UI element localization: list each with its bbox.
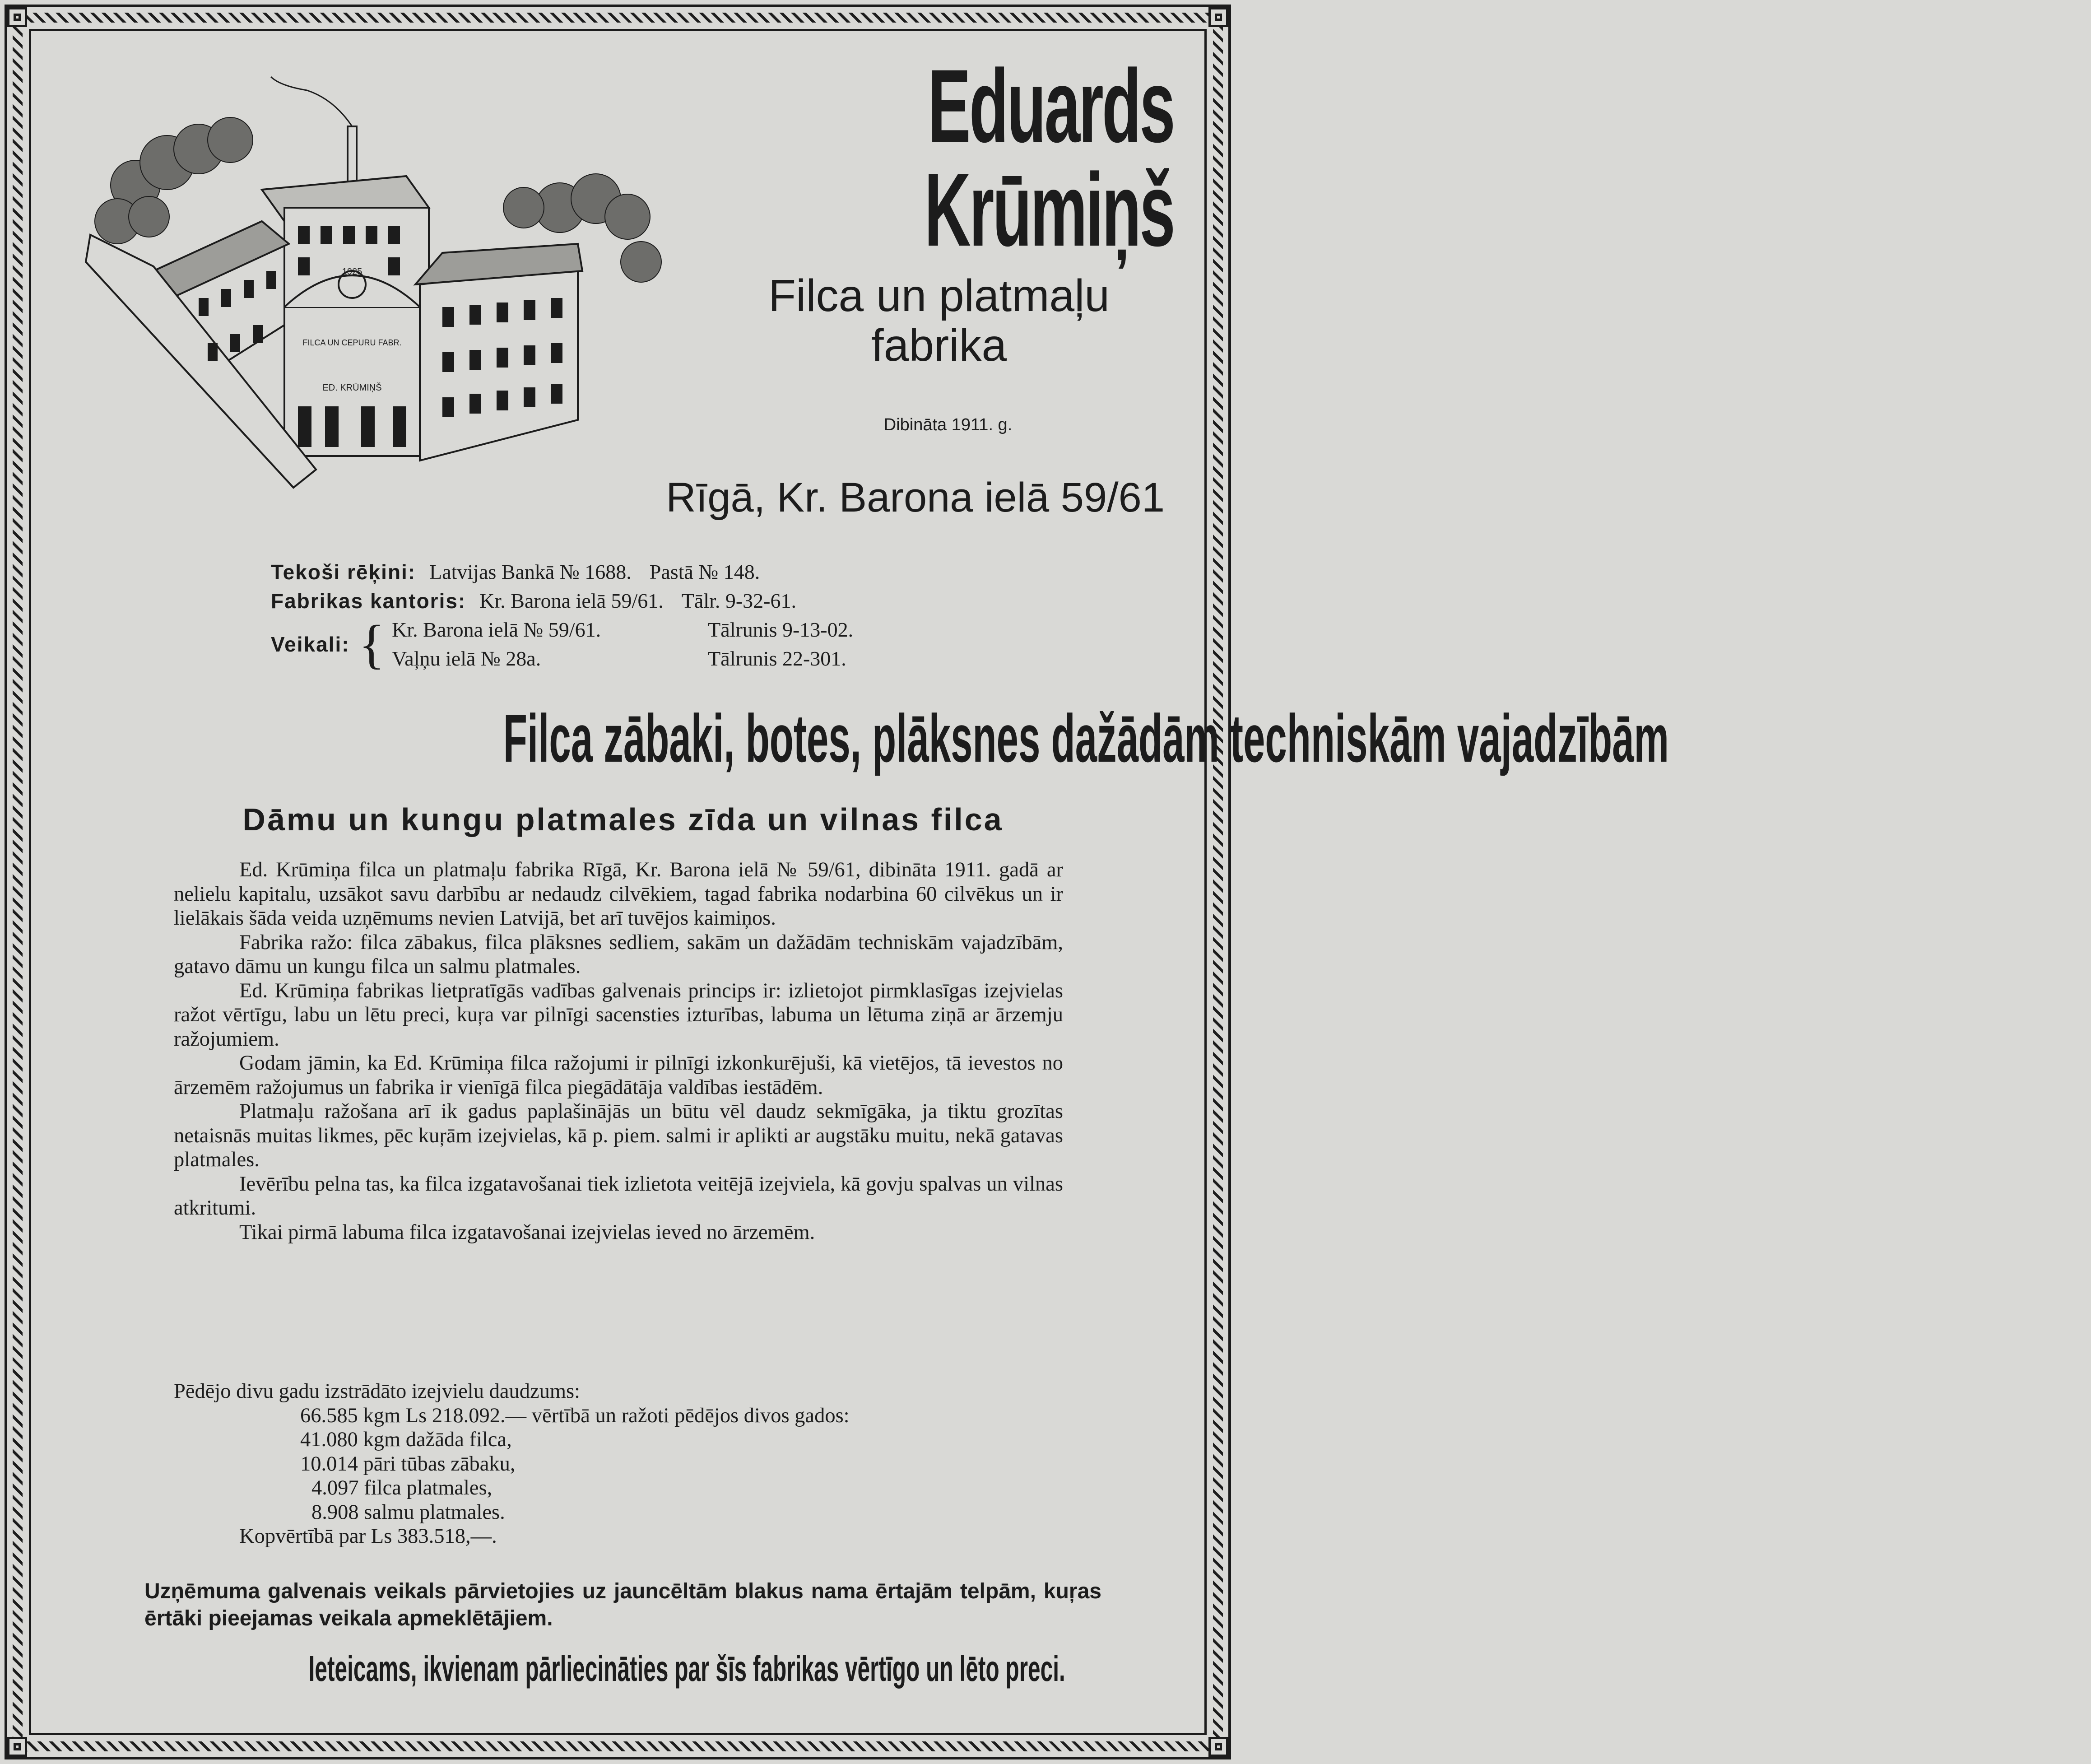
product-headline-text: Filca zābaki, botes, plāksnes dažādām techniskām vajadzībām bbox=[503, 700, 1669, 776]
figure-line: 10.014 pāri tūbas zābaku, bbox=[300, 1452, 516, 1475]
office-label: Fabrikas kantoris: bbox=[271, 589, 466, 613]
main-address: Rīgā, Kr. Barona ielā 59/61 bbox=[666, 475, 1165, 521]
subtitle-line: fabrika bbox=[871, 320, 1007, 371]
figures-total: Kopvērtībā par Ls 383.518,—. bbox=[239, 1525, 497, 1548]
paragraph: Ed. Krūmiņa filca un platmaļu fabrika Rīgā, Kr. Barona ielā № 59/61, dibināta 1911. gadā ar nelielu kapitalu, uzsākot savu darbību ar nedaudz cilvēkiem, tagad fabrika nodarbina 60 cilvēkus un ir lielākais šāda veida uzņēmums nevien Latvijā, bet arī tuvējos kaimiņos. bbox=[174, 858, 1063, 930]
paragraph: Fabrika ražo: filca zābakus, filca plāksnes sedliem, sakām un dažādām techniskām vajadzībām, gatavo dāmu un kungu filca un salmu platmales. bbox=[174, 931, 1063, 978]
corner-ornament bbox=[1208, 1737, 1228, 1757]
subtitle-line: Filca un platmaļu bbox=[768, 270, 1110, 321]
accounts-row bbox=[271, 558, 1129, 586]
company-subtitle bbox=[713, 271, 1165, 370]
brace-glyph: { bbox=[358, 614, 385, 674]
sign-name: ED. KRŪMIŅŠ bbox=[322, 383, 382, 393]
corner-ornament bbox=[1208, 7, 1228, 27]
store-notice: Uzņēmuma galvenais veikals pārvietojies uz jauncēltām blakus nama ērtajām telpām, kuŗas ērtāki pieejamas veikala apmeklētājiem. bbox=[144, 1579, 1101, 1630]
contact-block bbox=[271, 558, 1129, 673]
figure-line: 66.585 kgm Ls 218.092.— vērtībā un ražoti pēdējos divos gados: bbox=[300, 1404, 850, 1427]
paragraph: Ed. Krūmiņa fabrikas lietpratīgās vadības galvenais princips ir: izlietojot pirmklasīgas izejvielas ražot vērtīgu, labu un lētu preci, kuŗa var pilnīgi sacensties izturības, labuma un lētuma ziņā ar ārzemju ražojumiem. bbox=[174, 979, 1063, 1051]
office-row bbox=[271, 586, 1129, 615]
figure-line: 4.097 filca platmales, bbox=[311, 1476, 493, 1499]
shop2-address: Vaļņu ielā № 28a. bbox=[392, 647, 541, 670]
factory-illustration bbox=[81, 72, 704, 506]
office-phone: Tālr. 9-32-61. bbox=[681, 589, 796, 612]
paragraph: Ievērību pelna tas, ka filca izgatavošanai tiek izlietota veitējā izejviela, kā govju spalvas un vilnas atkritumi. bbox=[174, 1172, 1063, 1219]
accounts-bank: Latvijas Bankā № 1688. bbox=[429, 560, 632, 583]
production-figures bbox=[174, 1379, 1063, 1549]
footer-slogan-text: Ieteicams, ikvienam pārliecināties par šīs fabrikas vērtīgo un lēto preci. bbox=[308, 1648, 1065, 1689]
company-name: Eduards Krūmiņš bbox=[924, 48, 1174, 268]
footer-slogan bbox=[77, 1648, 1297, 1690]
shop1-phone: Tālrunis 9-13-02. bbox=[708, 618, 854, 641]
product-subheadline: Dāmu un kungu platmales zīda un vilnas filca bbox=[242, 802, 1004, 837]
corner-ornament bbox=[7, 1737, 27, 1757]
product-headline bbox=[81, 700, 1669, 776]
office-address: Kr. Barona ielā 59/61. bbox=[479, 589, 664, 612]
article-body bbox=[174, 858, 1063, 1244]
shops-row bbox=[271, 615, 1129, 673]
accounts-post: Pastā № 148. bbox=[649, 560, 760, 583]
founded-year: Dibināta 1911. g. bbox=[883, 415, 1013, 434]
figure-line: 41.080 kgm dažāda filca, bbox=[300, 1428, 512, 1451]
figure-line: 8.908 salmu platmales. bbox=[311, 1500, 505, 1524]
corner-ornament bbox=[7, 7, 27, 27]
sign-year: 1925 bbox=[342, 267, 362, 277]
paragraph: Godam jāmin, ka Ed. Krūmiņa filca ražojumi ir pilnīgi izkonkurējuši, kā vietējos, tā ievestos no ārzemēm ražojumus un fabrika ir vienīgā filca piegādātāja valdības iestādēm. bbox=[174, 1052, 1063, 1099]
paragraph: Platmaļu ražošana arī ik gadus paplašinājās un būtu vēl daudz sekmīgāka, ja tiktu grozītas netaisnās muitas likmes, pēc kuŗām izejvielas, kā p. piem. salmi ir aplikti ar augstāku muitu, nekā gatavas platmales. bbox=[174, 1100, 1063, 1171]
figures-intro: Pēdējo divu gadu izstrādāto izejvielu daudzums: bbox=[174, 1380, 581, 1403]
shops-label: Veikali: bbox=[271, 633, 350, 656]
shop1-address: Kr. Barona ielā № 59/61. bbox=[392, 618, 601, 641]
paragraph: Tikai pirmā labuma filca izgatavošanai izejvielas ieved no ārzemēm. bbox=[239, 1220, 815, 1244]
sign-factory: FILCA UN CEPURU FABR. bbox=[302, 338, 402, 347]
footer-line bbox=[77, 1648, 1160, 1690]
accounts-label: Tekoši rēķini: bbox=[271, 560, 416, 584]
shop2-phone: Tālrunis 22-301. bbox=[708, 647, 846, 670]
